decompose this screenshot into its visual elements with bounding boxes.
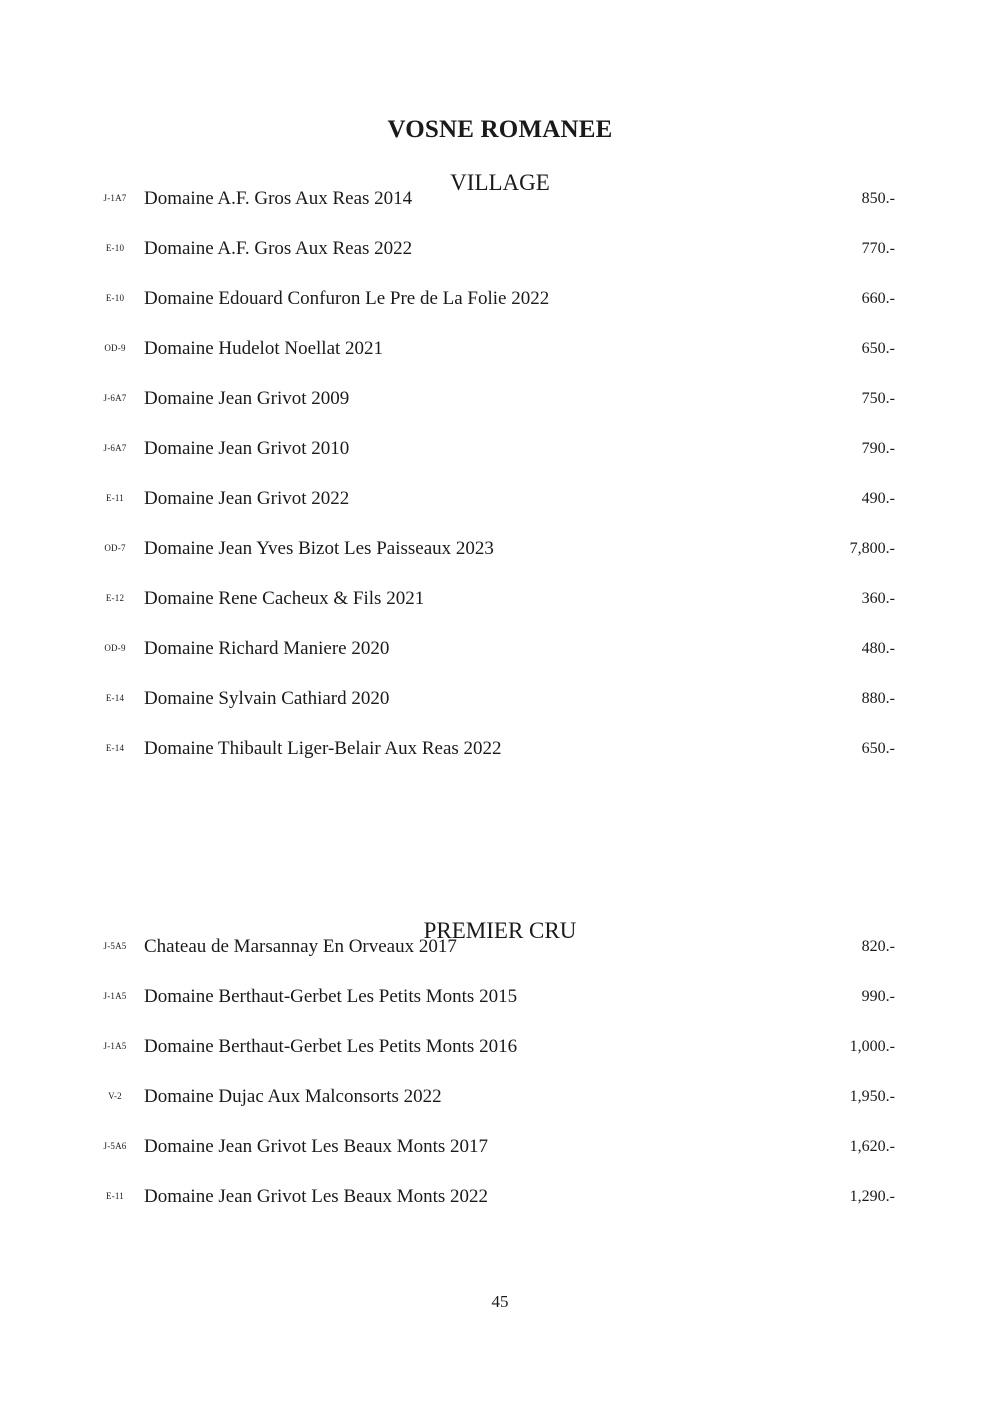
wine-name: Domaine Jean Yves Bizot Les Paisseaux 2023	[144, 538, 494, 559]
wine-row	[0, 936, 1000, 986]
wine-row	[0, 438, 1000, 488]
wine-price: 480.-	[861, 640, 895, 657]
wine-row	[0, 638, 1000, 688]
wine-name: Domaine A.F. Gros Aux Reas 2022	[144, 238, 413, 259]
page-number: 45	[491, 1292, 509, 1311]
wine-name: Domaine Edouard Confuron Le Pre de La Folie 2022	[144, 288, 550, 309]
wine-name: Domaine Thibault Liger-Belair Aux Reas 2022	[144, 738, 502, 759]
bin-code: OD-9	[104, 343, 126, 353]
wine-name: Domaine Jean Grivot 2009	[144, 388, 350, 409]
wine-row	[0, 538, 1000, 588]
wine-price: 7,800.-	[849, 540, 895, 557]
bin-code: J-1A5	[103, 1041, 127, 1051]
wine-price: 750.-	[861, 390, 895, 407]
wine-price: 1,620.-	[849, 1138, 895, 1155]
wine-row	[0, 688, 1000, 738]
wine-price: 1,950.-	[849, 1088, 895, 1105]
wine-name: Domaine Hudelot Noellat 2021	[144, 338, 384, 359]
wine-name: Chateau de Marsannay En Orveaux 2017	[144, 936, 457, 957]
wine-row	[0, 188, 1000, 238]
wine-name: Domaine Jean Grivot 2022	[144, 488, 350, 509]
wine-price: 790.-	[861, 440, 895, 457]
bin-code: E-11	[106, 493, 124, 503]
bin-code: E-11	[106, 1191, 124, 1201]
bin-code: E-14	[105, 743, 125, 753]
wine-row	[0, 738, 1000, 788]
wine-row	[0, 986, 1000, 1036]
wine-name: Domaine Sylvain Cathiard 2020	[144, 688, 390, 709]
section-title-village: VILLAGE	[450, 170, 550, 196]
wine-row	[0, 288, 1000, 338]
wine-name: Domaine Richard Maniere 2020	[144, 638, 390, 659]
wine-name: Domaine Jean Grivot Les Beaux Monts 2022	[144, 1186, 489, 1207]
wine-row	[0, 1136, 1000, 1186]
wine-name: Domaine Rene Cacheux & Fils 2021	[144, 588, 425, 609]
wine-price: 1,000.-	[849, 1038, 895, 1055]
wine-price: 650.-	[861, 340, 895, 357]
page-title: VOSNE ROMANEE	[387, 115, 613, 143]
wine-row	[0, 388, 1000, 438]
bin-code: V-2	[108, 1091, 122, 1101]
bin-code: E-14	[105, 693, 125, 703]
wine-row	[0, 1186, 1000, 1236]
wine-price: 360.-	[861, 590, 895, 607]
bin-code: OD-9	[104, 643, 126, 653]
bin-code: OD-7	[104, 543, 126, 553]
wine-row	[0, 488, 1000, 538]
wine-name: Domaine Jean Grivot Les Beaux Monts 2017	[144, 1136, 489, 1157]
wine-list-village	[0, 188, 1000, 788]
wine-price: 990.-	[861, 988, 895, 1005]
wine-row	[0, 1036, 1000, 1086]
wine-list-premier-cru	[0, 936, 1000, 1236]
bin-code: J-5A5	[103, 941, 127, 951]
wine-price: 1,290.-	[849, 1188, 895, 1205]
bin-code: E-12	[105, 593, 125, 603]
bin-code: J-1A5	[103, 991, 127, 1001]
bin-code: E-10	[105, 293, 125, 303]
bin-code: J-6A7	[103, 443, 127, 453]
wine-name: Domaine A.F. Gros Aux Reas 2014	[144, 188, 413, 209]
wine-row	[0, 588, 1000, 638]
section-title-premier-cru: PREMIER CRU	[423, 918, 577, 944]
wine-name: Domaine Dujac Aux Malconsorts 2022	[144, 1086, 442, 1107]
bin-code: J-6A7	[103, 393, 127, 403]
wine-row	[0, 1086, 1000, 1136]
wine-name: Domaine Berthaut-Gerbet Les Petits Monts 2015	[144, 986, 518, 1007]
wine-price: 660.-	[861, 290, 895, 307]
wine-price: 880.-	[861, 690, 895, 707]
wine-price: 770.-	[861, 240, 895, 257]
wine-name: Domaine Jean Grivot 2010	[144, 438, 350, 459]
wine-name: Domaine Berthaut-Gerbet Les Petits Monts 2016	[144, 1036, 518, 1057]
wine-price: 850.-	[861, 190, 895, 207]
wine-price: 490.-	[861, 490, 895, 507]
wine-row	[0, 338, 1000, 388]
wine-price: 820.-	[861, 938, 895, 955]
bin-code: J-5A6	[103, 1141, 127, 1151]
bin-code: E-10	[105, 243, 125, 253]
wine-price: 650.-	[861, 740, 895, 757]
wine-row	[0, 238, 1000, 288]
bin-code: J-1A7	[103, 193, 127, 203]
